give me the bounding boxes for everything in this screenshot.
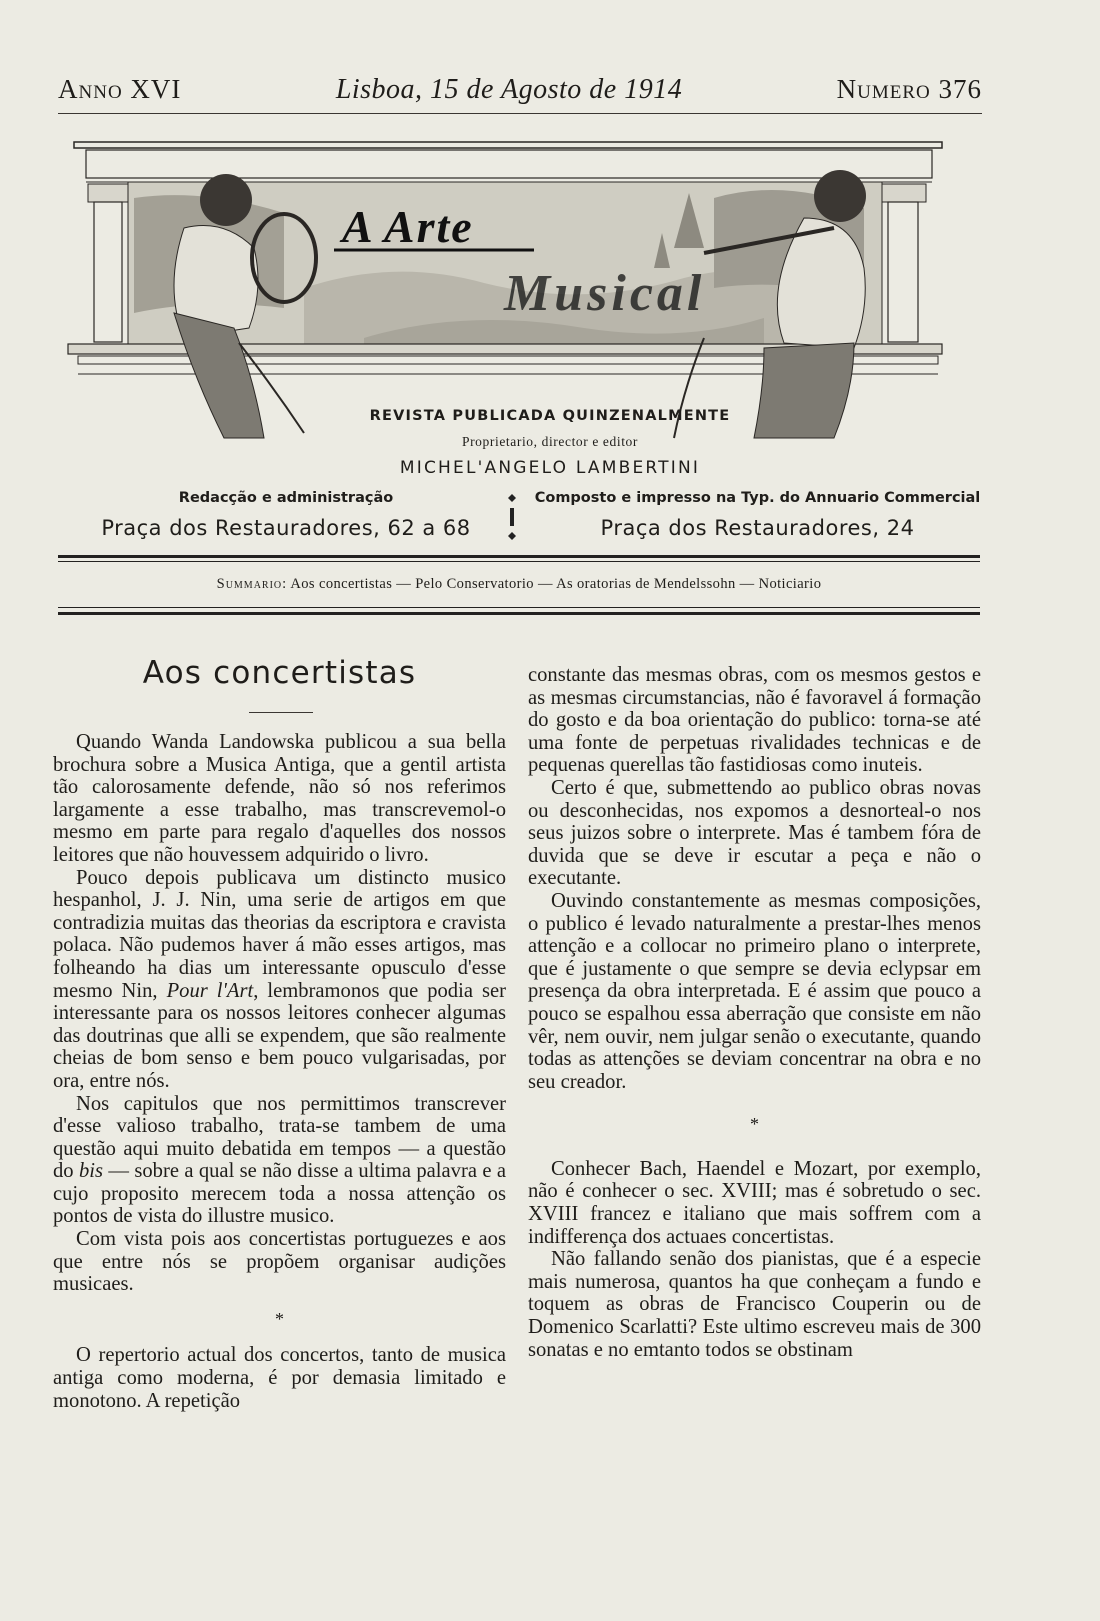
paragraph: Ouvindo constantemente as mesmas composições, o publico é levado naturalmente a prestar-lhes menos attenção e a collocar no primeiro plano o interprete, que é justamente o que sempre se devia eclypsar em presença da obra interpretada. E é assim que pouco a pouco se espalhou essa aberração que consiste em não vêr, nem ouvir, nem julgar senão o executante, quando todas as attenções se deviam concentrar na obra e no seu creador. <box>528 889 981 1093</box>
owner-line: Proprietario, director e editor <box>461 434 639 449</box>
printer-street: Praça dos Restauradores, 24 <box>600 516 915 540</box>
separator-ornament <box>506 492 518 542</box>
section-star: * <box>750 1114 759 1135</box>
paragraph: Com vista pois aos concertistas portuguezes e aos que entre nós se propõem organisar audições musicaes. <box>53 1228 506 1296</box>
paragraph: Não fallando senão dos pianistas, que é a especie mais numerosa, quantos ha que conheçam a fundo e toquem as obras de Francisco Couperin ou de Domenico Scarlatti? Este ultimo escreveu mais de 300 sonatas e no emtanto todos se obstinam <box>528 1248 981 1361</box>
right-column <box>528 664 981 1361</box>
masthead-title-2: Musical <box>504 265 706 322</box>
summary-rule-bottom-thin <box>58 607 980 608</box>
title-rule <box>249 712 313 713</box>
summary-rule-top-thin <box>58 561 980 562</box>
editorial-address <box>96 490 476 540</box>
article-title: Aos concertistas <box>142 655 417 691</box>
issue-number: Numero 376 <box>836 74 982 104</box>
printer-label: Composto e impresso na Typ. do Annuario Commercial <box>534 490 981 506</box>
summary-rule-bottom <box>58 612 980 615</box>
header-line <box>58 74 982 114</box>
paragraph: Pouco depois publicava um distincto musico hespanhol, J. J. Nin, uma serie de artigos em que contradizia muitas das theorias da escriptora e cravista polaca. Não pudemos haver á mão esses artigos, mas folheando ha dias um interessante opusculo d'esse mesmo Nin, Pour l'Art, lembramonos que podia ser interessante para os nossos leitores conhecer algumas das doutrinas que alli se expendem, que são realmente cheias de bom senso e bem pouco vulgarisadas, por ora, entre nós. <box>53 866 506 1092</box>
paragraph: Quando Wanda Landowska publicou a sua bella brochura sobre a Musica Antiga, que a gentil artista tão calorosamente defende, não só nos referimos largamente a esse trabalho, mas transcrevemol-o mesmo em parte para regalo d'aquelles dos nossos leitores que não houvessem adquirido o livro. <box>53 731 506 866</box>
owner-name: MICHEL'ANGELO LAMBERTINI <box>399 458 701 478</box>
volume-number: Anno XVI <box>58 74 182 104</box>
publication-subtitle: REVISTA PUBLICADA QUINZENALMENTE <box>369 408 731 424</box>
editorial-label: Redacção e administração <box>178 490 394 506</box>
paragraph: Nos capitulos que nos permittimos transcrever d'esse valioso trabalho, trata-se tambem de uma questão aqui muito debatida em tempos — a questão do bis — sobre a qual se não disse a ultima palavra e a cujo proposito merecem toda a nossa attenção os pontos de vista do illustre musico. <box>53 1092 506 1228</box>
section-star: * <box>275 1308 284 1329</box>
summary-rule-top <box>58 555 980 558</box>
summary-line <box>58 576 980 593</box>
left-column <box>53 731 506 1412</box>
paragraph: Certo é que, submettendo ao publico obras novas ou desconhecidas, nos expomos a desnorteal-o nos seus juizos sobre o interprete. Mas é tambem fóra de duvida que se deve ir escutar a peça e não o executante. <box>528 776 981 890</box>
paragraph: Conhecer Bach, Haendel e Mozart, por exemplo, não é conhecer o sec. XVIII; mas é sobretudo o sec. XVIII francez e italiano que mais soffrem com a indifferença dos actuaes concertistas. <box>528 1157 981 1248</box>
paragraph: constante das mesmas obras, com os mesmos gestos e as mesmas circumstancias, não é favoravel á formação do gosto e da boa orientação do publico: torna-se até uma fonte de perpetuas rivalidades technicas e de pequenas querellas tão fastidiosas como inuteis. <box>528 664 981 777</box>
printer-address <box>530 490 985 540</box>
masthead-title-1: A Arte <box>342 201 474 252</box>
editorial-street: Praça dos Restauradores, 62 a 68 <box>101 516 471 540</box>
summary-label: Summario: <box>216 576 288 592</box>
summary-contents: Aos concertistas — Pelo Conservatorio — As oratorias de Mendelssohn — Noticiario <box>290 576 822 592</box>
paragraph: O repertorio actual dos concertos, tanto de musica antiga como moderna, é por demasia limitado e monotono. A repetição <box>53 1344 506 1412</box>
dateline: Lisboa, 15 de Agosto de 1914 <box>335 74 683 105</box>
header-rule <box>58 113 982 114</box>
